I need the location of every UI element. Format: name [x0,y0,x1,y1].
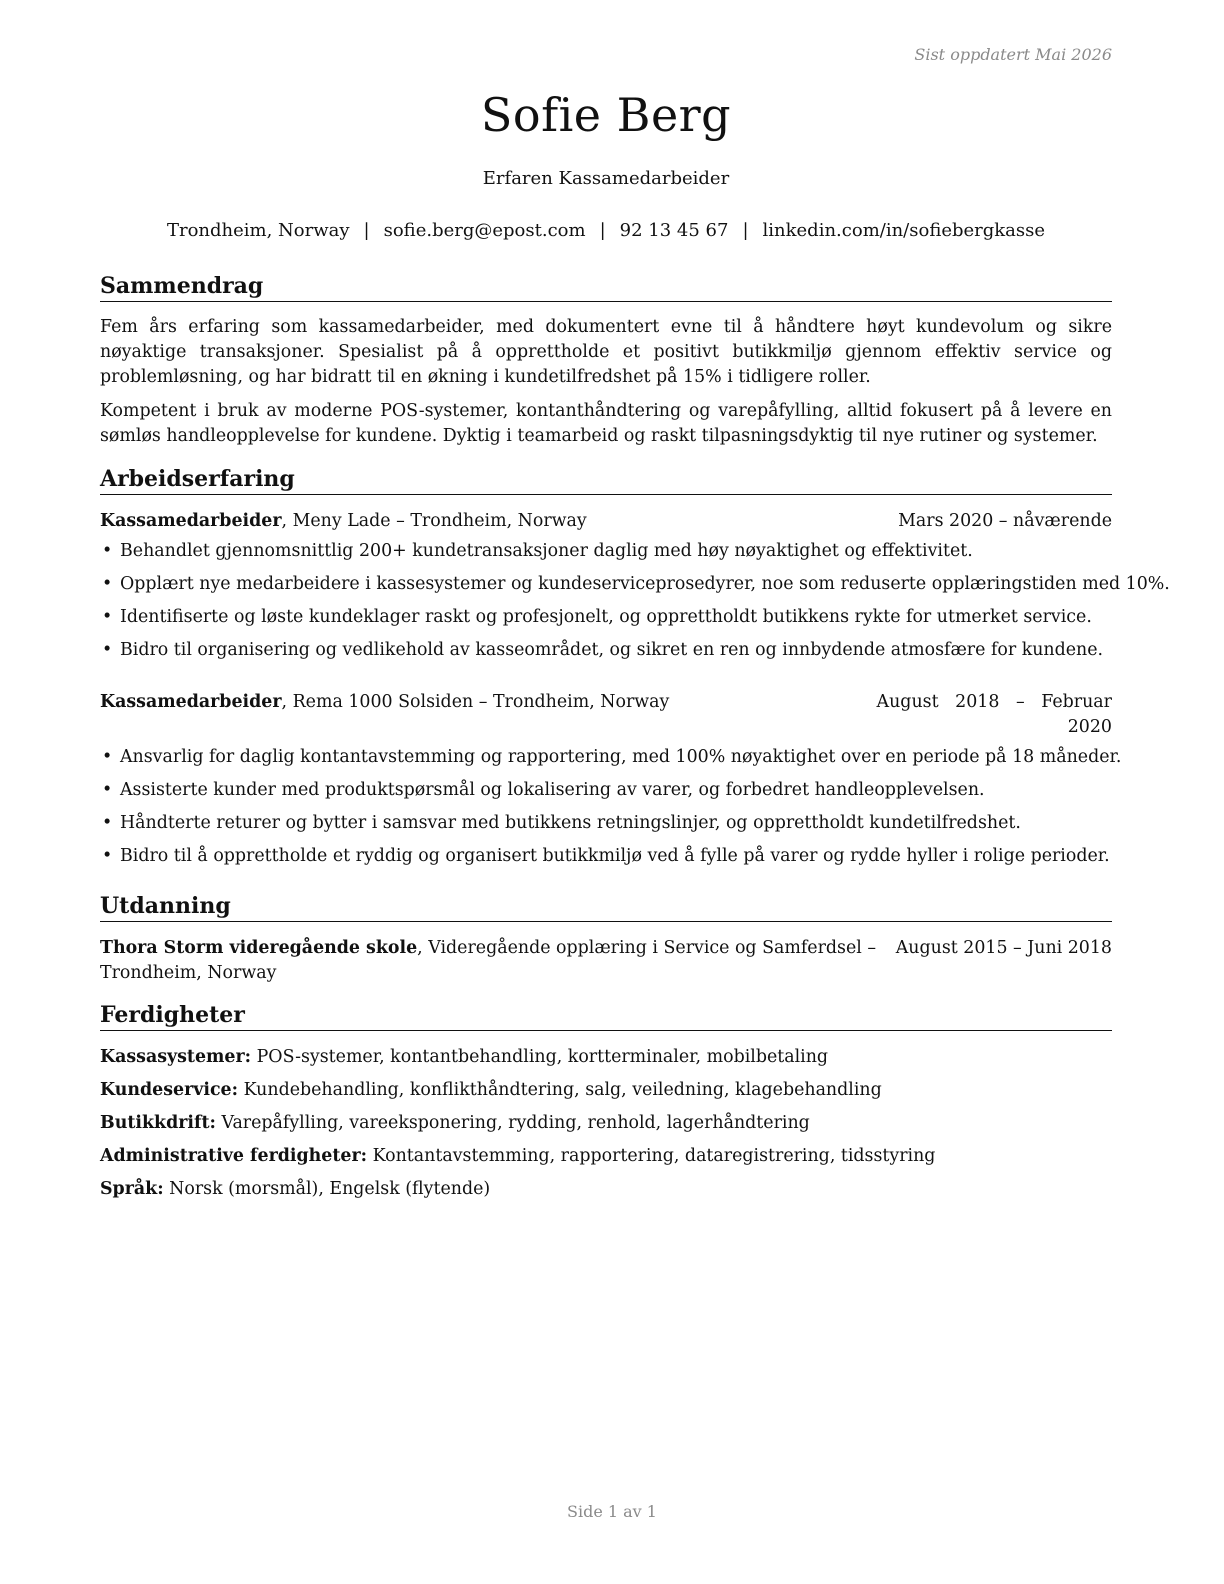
section-title-skills: Ferdigheter [100,1001,1112,1031]
job-role: Kassamedarbeider [100,692,282,712]
skills-section [100,1001,1112,1202]
skill-value: Varepåfylling, vareeksponering, rydding, renhold, lagerhåndtering [215,1113,810,1133]
bullet-icon: • [102,640,113,660]
skill-row [100,1111,1112,1136]
skill-label: Kassasystemer: [100,1047,252,1067]
skill-label: Kundeservice: [100,1080,239,1100]
summary-paragraph: Fem års erfaring som kassamedarbeider, med dokumentert evne til å håndtere høyt kundevolum og sikre nøyaktige transaksjoner. Spesialist på å opprettholde et positivt butikkmiljø gjennom effektiv service og problemløsning, og har bidratt til en økning i kundetilfredshet på 15% i tidligere roller. [100,317,1112,387]
job-date: Mars 2020 – nåværende [898,511,1112,531]
summary-section [100,272,1112,449]
list-item: • Opplært nye medarbeidere i kassesystemer og kundeserviceprosedyrer, noe som reduserte opplæringstiden med 10%. [100,572,1112,597]
skill-label: Språk: [100,1179,164,1199]
contact-email[interactable]: sofie.berg@epost.com [383,220,586,241]
skill-label: Butikkdrift: [100,1113,216,1133]
education-details [100,936,880,986]
skill-value: Norsk (morsmål), Engelsk (flytende) [163,1179,491,1199]
contact-location: Trondheim, Norway [166,220,350,241]
list-item: • Identifiserte og løste kundeklager raskt og profesjonelt, og opprettholdt butikkens rykte for utmerket service. [100,605,1112,630]
education-date: August 2015 – Juni 2018 [895,938,1112,958]
section-title-education: Utdanning [100,892,1112,922]
candidate-headline: Erfaren Kassamedarbeider [482,168,730,189]
job-header [100,690,1112,740]
list-item: • Ansvarlig for daglig kontantavstemming og rapportering, med 100% nøyaktighet over en periode på 18 måneder. [100,745,1112,770]
job-entry [100,509,1170,663]
summary-paragraph: Kompetent i bruk av moderne POS-systemer, kontanthåndtering og varepåfylling, alltid fokusert på å levere en sømløs handleopplevelse for kundene. Dyktig i teamarbeid og raskt tilpasningsdyktig til nye rutiner og systemer. [100,401,1112,446]
contact-separator: | [599,220,606,241]
contact-separator: | [742,220,749,241]
contact-linkedin[interactable]: linkedin.com/in/sofiebergkasse [762,220,1046,241]
job-date: August 2018 – Februar 2020 [876,692,1112,737]
skill-value: Kundebehandling, konflikthåndtering, salg, veiledning, klagebehandling [238,1080,882,1100]
skill-row [100,1078,1112,1103]
skill-row [100,1144,1112,1169]
section-title-experience: Arbeidserfaring [100,465,1112,495]
bullet-icon: • [102,747,113,767]
job-place: , Rema 1000 Solsiden – Trondheim, Norway [281,692,670,712]
page-footer: Side 1 av 1 [567,1502,657,1521]
education-school: Thora Storm videregående skole [100,938,418,958]
job-bullets [100,745,1122,869]
candidate-name: Sofie Berg [480,88,732,142]
job-title-line [100,690,669,740]
bullet-icon: • [102,780,113,800]
bullet-icon: • [102,574,113,594]
list-item: • Behandlet gjennomsnittlig 200+ kundetransaksjoner daglig med høy nøyaktighet og effektivitet. [100,539,1112,564]
list-item: • Håndterte returer og bytter i samsvar med butikkens retningslinjer, og opprettholdt kundetilfredshet. [100,811,1112,836]
bullet-icon: • [102,813,113,833]
contact-separator: | [363,220,370,241]
job-role: Kassamedarbeider [100,511,282,531]
education-location: Trondheim, Norway [100,963,277,983]
skill-value: POS-systemer, kontantbehandling, kortterminaler, mobilbetaling [251,1047,829,1067]
skill-value: Kontantavstemming, rapportering, dataregistrering, tidsstyring [367,1146,936,1166]
contact-phone: 92 13 45 67 [619,220,729,241]
bullet-icon: • [102,607,113,627]
job-header [100,509,1112,534]
job-place: , Meny Lade – Trondheim, Norway [281,511,587,531]
last-updated-note: Sist oppdatert Mai 2026 [914,45,1112,64]
experience-section [100,465,1170,869]
education-section [100,892,1112,986]
job-bullets [100,539,1170,663]
section-title-summary: Sammendrag [100,272,1112,302]
list-item: • Bidro til organisering og vedlikehold av kasseområdet, og sikret en ren og innbydende atmosfære for kundene. [100,638,1112,663]
education-entry [100,936,1112,986]
skill-label: Administrative ferdigheter: [100,1146,368,1166]
list-item: • Bidro til å opprettholde et ryddig og organisert butikkmiljø ved å fylle på varer og rydde hyller i rolige perioder. [100,844,1112,869]
job-entry [100,690,1122,869]
contact-line [100,220,1112,241]
skill-row [100,1177,1112,1202]
skill-row [100,1045,1112,1070]
list-item: • Assisterte kunder med produktspørsmål og lokalisering av varer, og forbedret handleopplevelsen. [100,778,1112,803]
bullet-icon: • [102,541,113,561]
job-title-line [100,509,587,534]
education-program: , Videregående opplæring i Service og Samferdsel – [417,938,877,958]
bullet-icon: • [102,846,113,866]
